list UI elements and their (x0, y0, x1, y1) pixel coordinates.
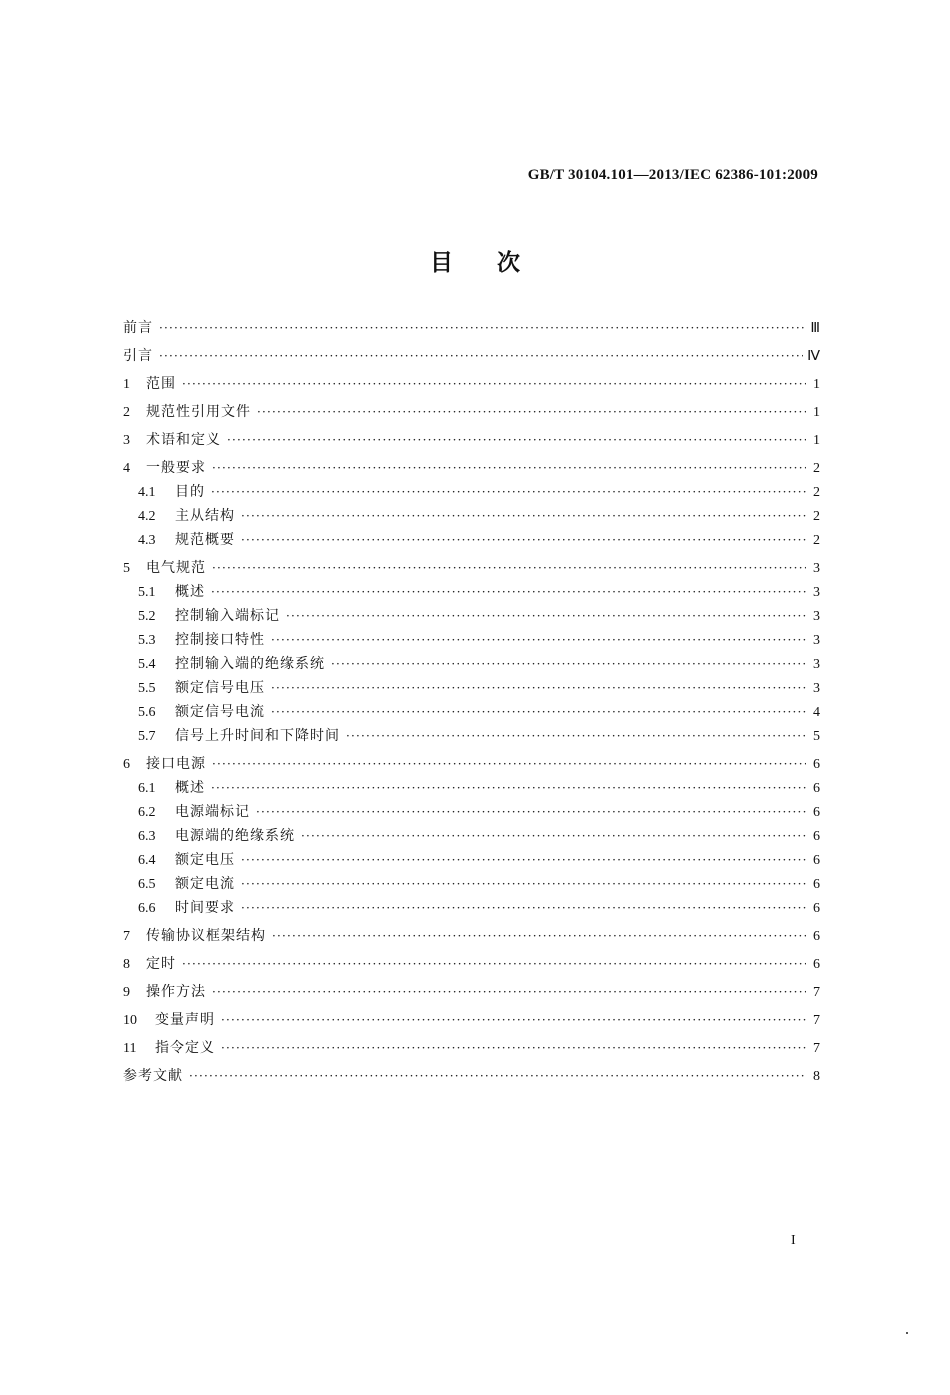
toc-entry-page: 6 (813, 853, 820, 868)
toc-entry-title: 一般要求 (146, 460, 206, 476)
toc-entry-page: 3 (813, 609, 820, 624)
toc-entry-number: 6.6 (138, 901, 156, 916)
toc-leader-dots (227, 430, 806, 450)
toc-leader-dots (212, 982, 806, 1002)
toc-entry[interactable] (123, 982, 820, 1006)
toc-entry-page: 2 (813, 461, 820, 476)
toc-entry-number: 5.4 (138, 657, 156, 672)
toc-leader-dots (286, 606, 806, 626)
toc-entry-number: 5 (123, 561, 130, 576)
toc-entry-title: 传输协议框架结构 (146, 928, 266, 944)
toc-entry-page: 5 (813, 729, 820, 744)
toc-entry-title: 规范概要 (175, 532, 235, 548)
toc-entry-title: 额定信号电压 (175, 680, 265, 696)
toc-entry-title: 信号上升时间和下降时间 (175, 728, 340, 744)
toc-leader-dots (211, 582, 806, 602)
toc-leader-dots (271, 702, 806, 722)
toc-leader-dots (241, 850, 806, 870)
toc-entry-page: 8 (813, 1069, 820, 1084)
toc-entry-number: 5.5 (138, 681, 156, 696)
toc-entry[interactable] (123, 954, 820, 978)
toc-entry[interactable] (123, 702, 820, 726)
toc-entry-title: 主从结构 (175, 508, 235, 524)
standard-code: GB/T 30104.101—2013/IEC 62386-101:2009 (527, 167, 818, 183)
toc-leader-dots (257, 402, 806, 422)
toc-entry-number: 6.5 (138, 877, 156, 892)
toc-entry-page: 7 (813, 985, 820, 1000)
toc-entry-title: 控制接口特性 (175, 632, 265, 648)
toc-entry-number: 6.2 (138, 805, 156, 820)
toc-leader-dots (212, 458, 806, 478)
toc-entry-page: 1 (813, 433, 820, 448)
toc-entry-page: 2 (813, 485, 820, 500)
toc-entry-number: 11 (123, 1041, 137, 1056)
table-of-contents (123, 318, 820, 1090)
toc-leader-dots (159, 318, 806, 338)
toc-entry-title: 目的 (175, 484, 205, 500)
toc-entry-page: 3 (813, 681, 820, 696)
toc-entry[interactable] (123, 1038, 820, 1062)
toc-leader-dots (182, 954, 806, 974)
toc-entry-page: 6 (813, 829, 820, 844)
toc-entry-page: 7 (813, 1013, 820, 1028)
toc-entry[interactable] (123, 926, 820, 950)
toc-entry-number: 2 (123, 405, 130, 420)
toc-entry[interactable] (123, 374, 820, 398)
toc-entry[interactable] (123, 850, 820, 874)
toc-entry-number: 6 (123, 757, 130, 772)
toc-entry[interactable] (123, 874, 820, 898)
toc-entry[interactable] (123, 558, 820, 582)
toc-entry-page: 2 (813, 533, 820, 548)
page-number: I (791, 1233, 796, 1248)
toc-entry-number: 7 (123, 929, 130, 944)
toc-entry-number: 5.3 (138, 633, 156, 648)
toc-leader-dots (331, 654, 806, 674)
toc-entry-page: 3 (813, 657, 820, 672)
toc-entry[interactable] (123, 754, 820, 778)
toc-entry-title: 变量声明 (155, 1012, 215, 1028)
toc-entry-title: 规范性引用文件 (146, 404, 251, 420)
toc-entry-page: 6 (813, 957, 820, 972)
toc-entry-number: 5.2 (138, 609, 156, 624)
toc-leader-dots (221, 1038, 806, 1058)
toc-entry-number: 8 (123, 957, 130, 972)
toc-leader-dots (301, 826, 806, 846)
toc-leader-dots (182, 374, 806, 394)
toc-leader-dots (241, 506, 806, 526)
toc-entry-title: 额定电流 (175, 876, 235, 892)
toc-entry[interactable] (123, 898, 820, 922)
toc-entry-number: 1 (123, 377, 130, 392)
toc-entry-page: 7 (813, 1041, 820, 1056)
toc-entry-page: Ⅲ (810, 321, 820, 336)
toc-entry[interactable] (123, 778, 820, 802)
toc-entry-title: 电气规范 (146, 560, 206, 576)
toc-entry[interactable] (123, 1010, 820, 1034)
toc-leader-dots (212, 754, 806, 774)
toc-entry-title: 前言 (123, 320, 153, 336)
toc-entry[interactable] (123, 530, 820, 554)
toc-entry[interactable] (123, 402, 820, 426)
toc-entry[interactable] (123, 1066, 820, 1090)
toc-entry-title: 控制输入端标记 (175, 608, 280, 624)
toc-entry-title: 额定电压 (175, 852, 235, 868)
toc-title: 目次 (430, 250, 564, 276)
toc-entry-page: 6 (813, 781, 820, 796)
toc-leader-dots (211, 778, 806, 798)
toc-entry[interactable] (123, 582, 820, 606)
toc-leader-dots (271, 678, 806, 698)
toc-leader-dots (346, 726, 806, 746)
toc-entry-number: 9 (123, 985, 130, 1000)
toc-entry-page: 3 (813, 561, 820, 576)
toc-entry-number: 4 (123, 461, 130, 476)
toc-leader-dots (221, 1010, 806, 1030)
toc-entry-title: 操作方法 (146, 984, 206, 1000)
toc-entry[interactable] (123, 482, 820, 506)
toc-entry[interactable] (123, 506, 820, 530)
toc-entry-number: 5.6 (138, 705, 156, 720)
toc-entry-title: 定时 (146, 956, 176, 972)
toc-entry-page: 1 (813, 377, 820, 392)
toc-entry[interactable] (123, 346, 820, 370)
toc-entry-title: 接口电源 (146, 756, 206, 772)
toc-entry-page: 3 (813, 585, 820, 600)
toc-leader-dots (189, 1066, 806, 1086)
toc-entry-title: 指令定义 (155, 1040, 215, 1056)
toc-entry[interactable] (123, 678, 820, 702)
toc-leader-dots (272, 926, 806, 946)
toc-entry-page: 6 (813, 929, 820, 944)
toc-entry-title: 引言 (123, 348, 153, 364)
toc-entry-title: 概述 (175, 780, 205, 796)
toc-entry-number: 5.7 (138, 729, 156, 744)
toc-entry-number: 4.1 (138, 485, 156, 500)
toc-entry-title: 电源端标记 (175, 804, 250, 820)
toc-leader-dots (159, 346, 803, 366)
toc-entry-number: 6.3 (138, 829, 156, 844)
toc-entry-page: 6 (813, 901, 820, 916)
toc-entry-number: 3 (123, 433, 130, 448)
scan-speck (906, 1332, 908, 1334)
toc-entry[interactable] (123, 318, 820, 342)
toc-entry-title: 术语和定义 (146, 432, 221, 448)
toc-entry-title: 参考文献 (123, 1068, 183, 1084)
toc-entry-number: 10 (123, 1013, 137, 1028)
toc-entry-page: 6 (813, 805, 820, 820)
toc-leader-dots (212, 558, 806, 578)
toc-entry-page: 4 (813, 705, 820, 720)
toc-entry[interactable] (123, 726, 820, 750)
toc-entry-number: 4.3 (138, 533, 156, 548)
toc-entry[interactable] (123, 630, 820, 654)
toc-entry-page: 3 (813, 633, 820, 648)
toc-entry[interactable] (123, 430, 820, 454)
toc-entry-page: 6 (813, 757, 820, 772)
toc-leader-dots (241, 898, 806, 918)
toc-entry[interactable] (123, 802, 820, 826)
toc-leader-dots (241, 874, 806, 894)
toc-entry-title: 电源端的绝缘系统 (175, 828, 295, 844)
toc-entry[interactable] (123, 606, 820, 630)
toc-leader-dots (211, 482, 806, 502)
toc-entry-title: 额定信号电流 (175, 704, 265, 720)
toc-entry[interactable] (123, 826, 820, 850)
toc-entry-number: 4.2 (138, 509, 156, 524)
toc-entry-title: 范围 (146, 376, 176, 392)
toc-entry-number: 5.1 (138, 585, 156, 600)
toc-entry[interactable] (123, 458, 820, 482)
toc-entry-title: 控制输入端的绝缘系统 (175, 656, 325, 672)
toc-entry-page: Ⅳ (807, 349, 820, 364)
toc-leader-dots (241, 530, 806, 550)
toc-entry[interactable] (123, 654, 820, 678)
toc-entry-page: 6 (813, 877, 820, 892)
toc-entry-number: 6.4 (138, 853, 156, 868)
toc-entry-number: 6.1 (138, 781, 156, 796)
toc-entry-page: 2 (813, 509, 820, 524)
toc-entry-title: 概述 (175, 584, 205, 600)
toc-entry-page: 1 (813, 405, 820, 420)
toc-leader-dots (256, 802, 806, 822)
toc-entry-title: 时间要求 (175, 900, 235, 916)
toc-leader-dots (271, 630, 806, 650)
